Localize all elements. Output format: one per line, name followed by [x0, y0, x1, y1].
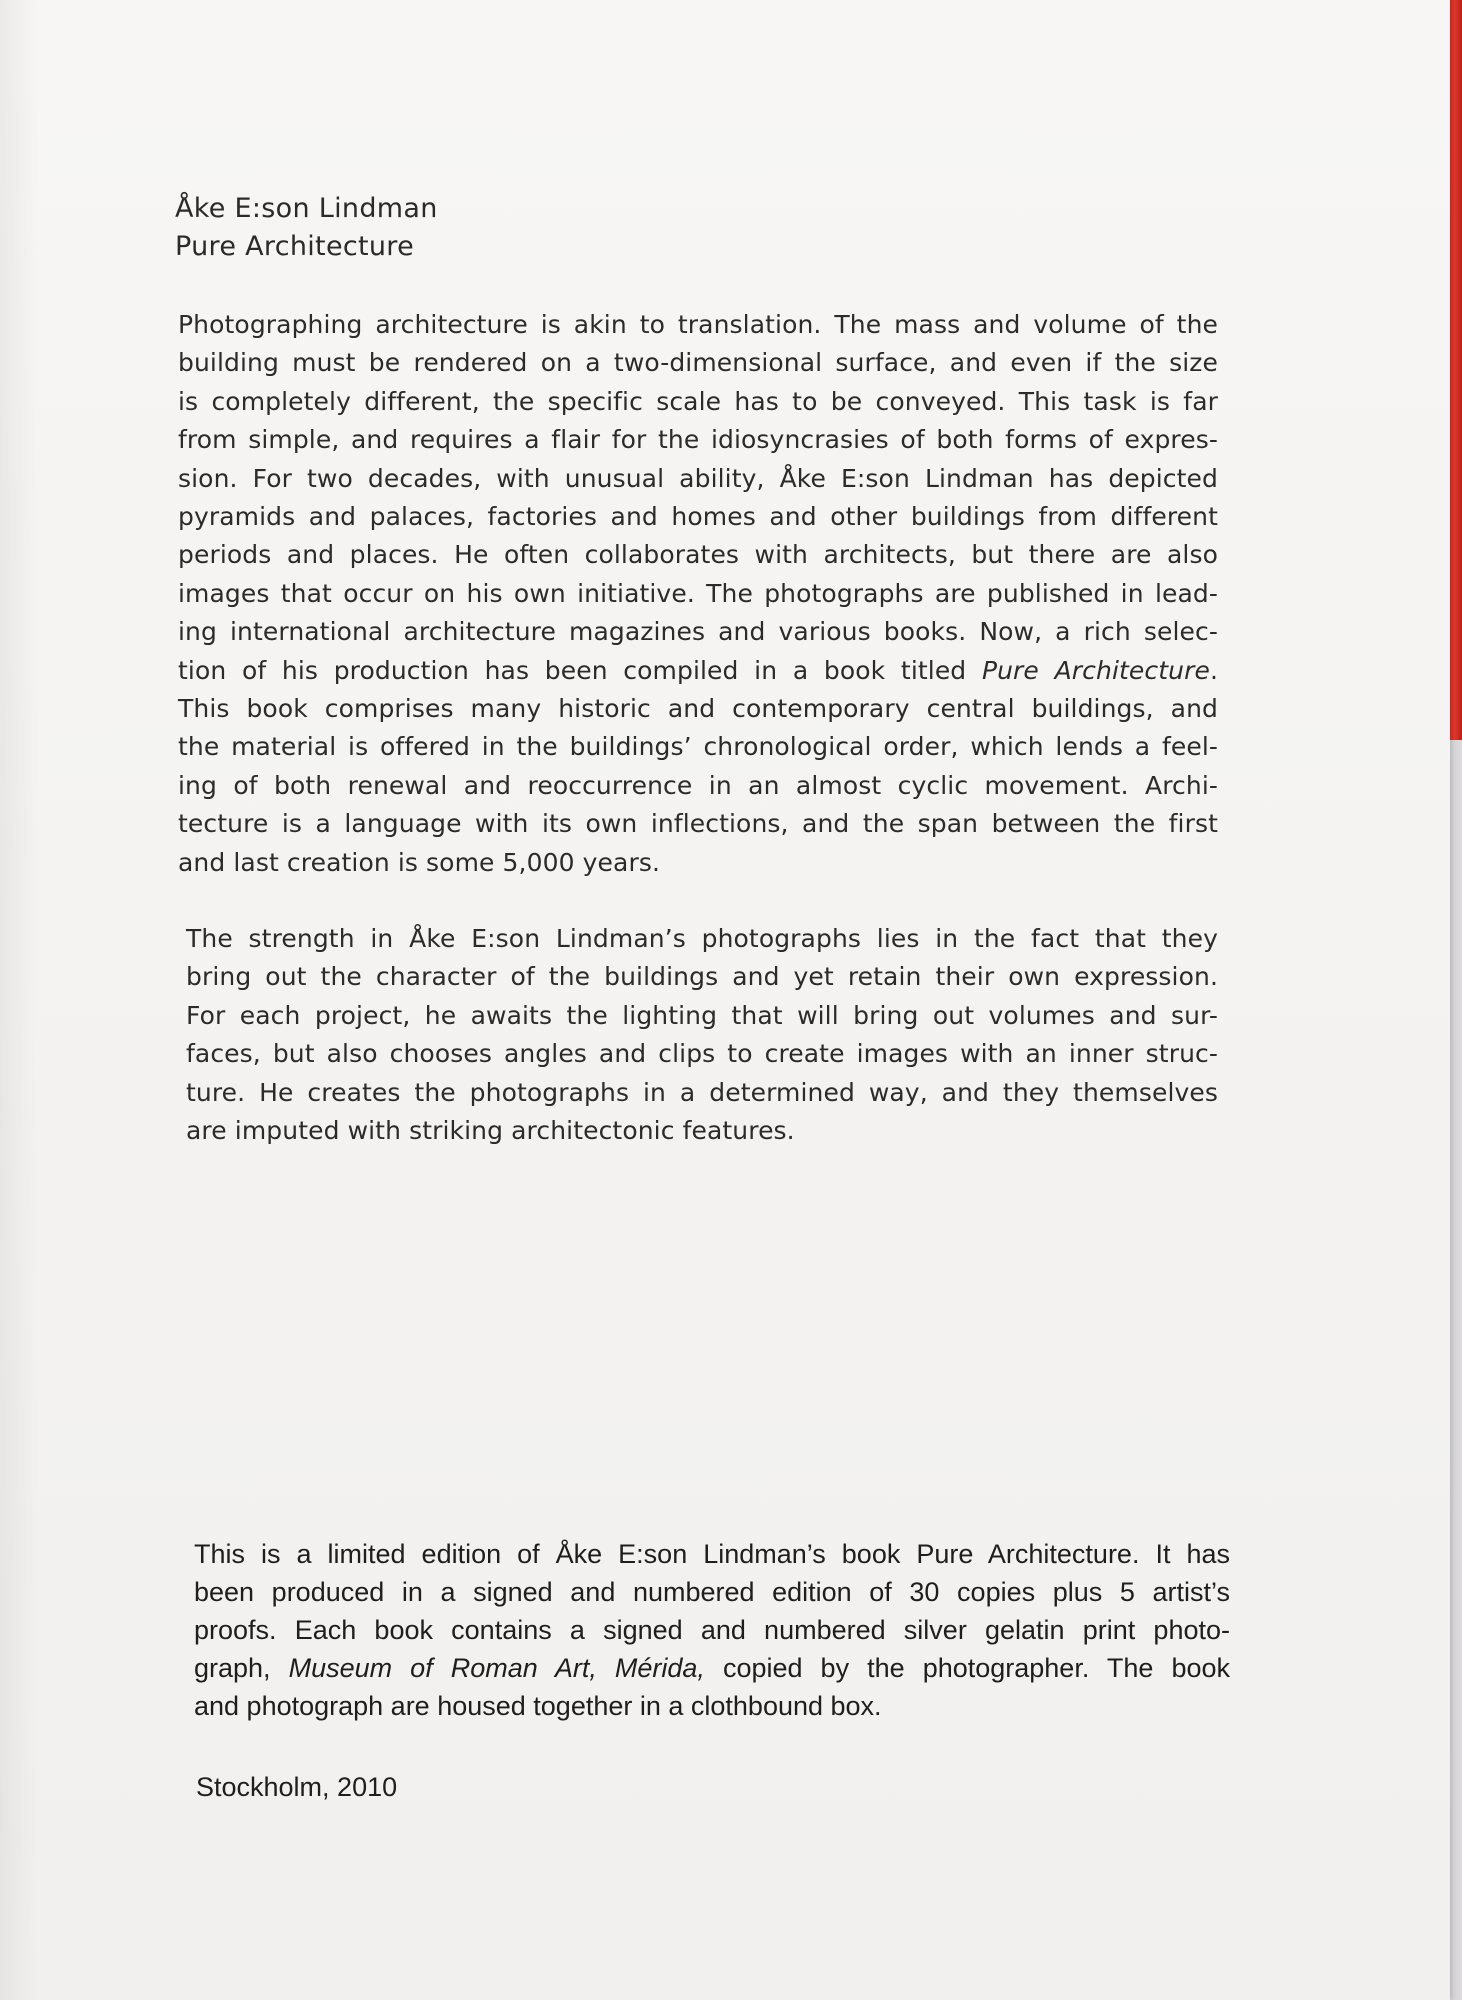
page-gutter-shadow [0, 0, 40, 2000]
text-line: Photographing architecture is akin to translation. The mass and volume of the [178, 310, 1218, 339]
text-line: ing international architecture magazines and various books. Now, a rich selec- [178, 617, 1218, 647]
text-line: ing of both renewal and reoccurrence in an almost cyclic movement. Archi- [178, 770, 1218, 800]
limited-edition-note [194, 1535, 1230, 1725]
place-date: Stockholm, 2010 [196, 1772, 398, 1802]
author-name: Åke E:son Lindman [175, 193, 438, 224]
text-line: and photograph are housed together in a clothbound box. [194, 1691, 882, 1721]
text-line: images that occur on his own initiative. The photographs are published in lead- [178, 578, 1218, 608]
text-segment: . [1209, 655, 1218, 685]
text-line [194, 1649, 1230, 1687]
book-title: Pure Architecture [175, 231, 415, 262]
paragraph-strength [186, 920, 1218, 1150]
text-segment: graph, [194, 1653, 289, 1683]
paragraph-intro [178, 306, 1218, 882]
text-line: building must be rendered on a two-dimensional surface, and even if the size [178, 348, 1218, 378]
text-line: For each project, he awaits the lighting that will bring out volumes and sur- [186, 1000, 1218, 1030]
text-line: bring out the character of the buildings and yet retain their own expression. [186, 962, 1218, 992]
text-line: is completely different, the specific scale has to be conveyed. This task is far [178, 386, 1218, 416]
text-line: been produced in a signed and numbered edition of 30 copies plus 5 artist’s [194, 1577, 1230, 1607]
text-line: are imputed with striking architectonic features. [186, 1116, 795, 1146]
text-line: from simple, and requires a flair for the idiosyncrasies of both forms of expres- [178, 425, 1218, 455]
text-line: The strength in Åke E:son Lindman’s photographs lies in the fact that they [186, 924, 1218, 953]
artwork-title-italic: Museum of Roman Art, Mérida, [288, 1653, 705, 1683]
text-line: pyramids and palaces, factories and homes and other buildings from different [178, 502, 1218, 532]
text-line: and last creation is some 5,000 years. [178, 847, 661, 877]
text-segment: copied by the photographer. The book [704, 1653, 1231, 1683]
text-line: faces, but also chooses angles and clips to create images with an inner struc- [186, 1039, 1218, 1069]
text-line: periods and places. He often collaborates with architects, but there are also [178, 540, 1218, 570]
text-line: tecture is a language with its own inflections, and the span between the first [178, 809, 1218, 839]
text-segment: tion of his production has been compiled in a book titled [178, 655, 982, 685]
text-line: proofs. Each book contains a signed and numbered silver gelatin print photo- [194, 1615, 1230, 1645]
text-line: This book comprises many historic and contemporary central buildings, and [178, 694, 1218, 724]
text-line: This is a limited edition of Åke E:son Lindman’s book Pure Architecture. It has [194, 1539, 1230, 1569]
text-line: the material is offered in the buildings’ chronological order, which lends a feel- [178, 732, 1218, 762]
text-line [178, 652, 1218, 690]
text-line: sion. For two decades, with unusual ability, Åke E:son Lindman has depicted [178, 463, 1218, 493]
page-header [175, 190, 438, 266]
book-title-italic: Pure Architecture [981, 655, 1210, 685]
text-line: ture. He creates the photographs in a determined way, and they themselves [186, 1077, 1218, 1107]
